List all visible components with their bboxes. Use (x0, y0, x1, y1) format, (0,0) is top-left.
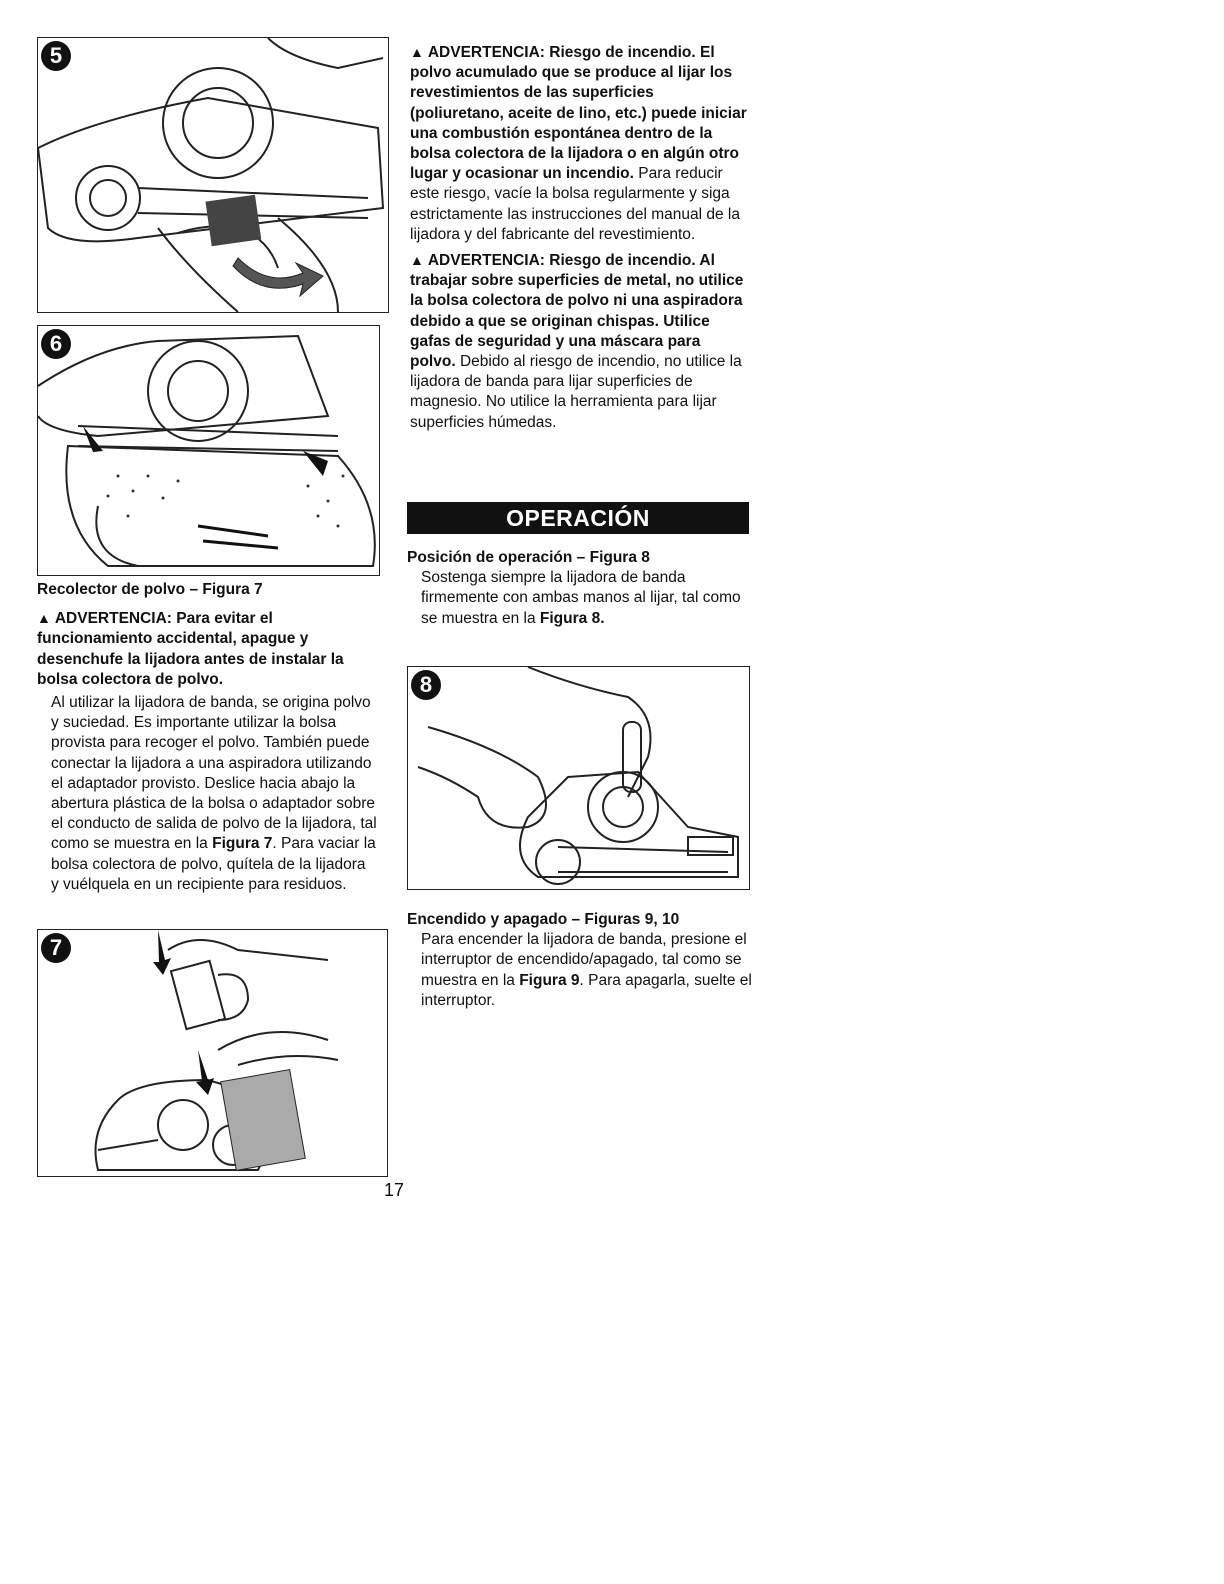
figure-5-badge: 5 (41, 41, 71, 71)
figure-5 (37, 37, 389, 313)
on-off-text (407, 930, 752, 1011)
figure-8 (407, 666, 750, 890)
figure-8-badge: 8 (411, 670, 441, 700)
operating-position-heading: Posición de operación – Figura 8 (407, 549, 650, 566)
operating-position-section (407, 548, 752, 629)
figure-8-illustration (408, 667, 749, 889)
operation-banner: OPERACIÓN (407, 502, 749, 534)
on-off-heading: Encendido y apagado – Figuras 9, 10 (407, 911, 680, 928)
fire-warning-2-text: Debido al riesgo de incendio, no utilice la lijadora de banda para lijar superficies de magnesio. No utilice la herramienta para lijar superficies húmedas. (410, 353, 742, 431)
warning-icon: ▲ (37, 610, 51, 627)
figure-6-illustration (38, 326, 379, 575)
dust-collector-body-1: Al utilizar la lijadora de banda, se origina polvo y suciedad. Es importante utilizar la bolsa provista para recoger el polvo. También puede conectar la lijadora a una aspiradora utilizando el adaptador provisto. Deslice hacia abajo la abertura plástica de la bolsa o adaptador sobre el conducto de salida de polvo de la lijadora, tal como se muestra en la (51, 694, 377, 853)
on-off-figure-ref: Figura 9 (519, 971, 580, 989)
dust-collector-heading: Recolector de polvo – Figura 7 (37, 581, 263, 598)
operating-position-figure-ref: Figura 8. (539, 609, 605, 627)
dust-collector-body-2: . Para vaciar la bolsa colectora de polvo, quítela de la lijadora y vuélquela en un recipiente para residuos. (51, 835, 376, 893)
fire-warning-1 (410, 42, 750, 245)
on-off-body-1: Para encender la lijadora de banda, presione el interruptor de encendido/apagado, tal como se muestra en la (421, 931, 747, 989)
page-number: 17 (384, 1180, 405, 1200)
operating-position-body: Sostenga siempre la lijadora de banda firmemente con ambas manos al lijar, tal como se muestra en la (421, 569, 741, 627)
figure-7-illustration (38, 930, 387, 1176)
warning-icon: ▲ (410, 44, 424, 60)
left-column (37, 580, 377, 895)
figure-5-illustration (38, 38, 388, 312)
dust-collector-warning (37, 608, 377, 690)
figure-7 (37, 929, 388, 1177)
dust-collector-warning-text: ADVERTENCIA: Para evitar el funcionamiento accidental, apague y desenchufe la lijadora antes de instalar la bolsa colectora de polvo. (37, 610, 344, 688)
fire-warning-2 (410, 250, 750, 433)
on-off-body-2: . Para apagarla, suelte el interruptor. (421, 971, 752, 1009)
dust-collector-body (37, 693, 377, 895)
operating-position-text (407, 568, 752, 629)
fire-warning-2-bold: ADVERTENCIA: Riesgo de incendio. Al trabajar sobre superficies de metal, no utilice la bolsa colectora de polvo ni una aspiradora debido a que se originan chispas. Utilice gafas de seguridad y una máscara para polvo. (410, 252, 744, 371)
dust-collector-figure-ref: Figura 7 (212, 835, 273, 853)
figure-6 (37, 325, 380, 576)
figure-6-badge: 6 (41, 329, 71, 359)
on-off-section (407, 910, 752, 1011)
warning-icon: ▲ (410, 252, 424, 269)
fire-warning-1-text: Para reducir este riesgo, vacíe la bolsa regularmente y siga estrictamente las instrucciones del manual de la lijadora y del fabricante del revestimiento. (410, 165, 740, 243)
right-column (410, 42, 750, 433)
fire-warning-1-bold: ADVERTENCIA: Riesgo de incendio. El polvo acumulado que se produce al lijar los revestimientos de las superficies (poliuretano, aceite de lino, etc.) puede iniciar una combustión espontánea dentro de la bolsa colectora de la lijadora o en algún otro lugar y ocasionar un incendio. (410, 44, 747, 183)
figure-7-badge: 7 (41, 933, 71, 963)
